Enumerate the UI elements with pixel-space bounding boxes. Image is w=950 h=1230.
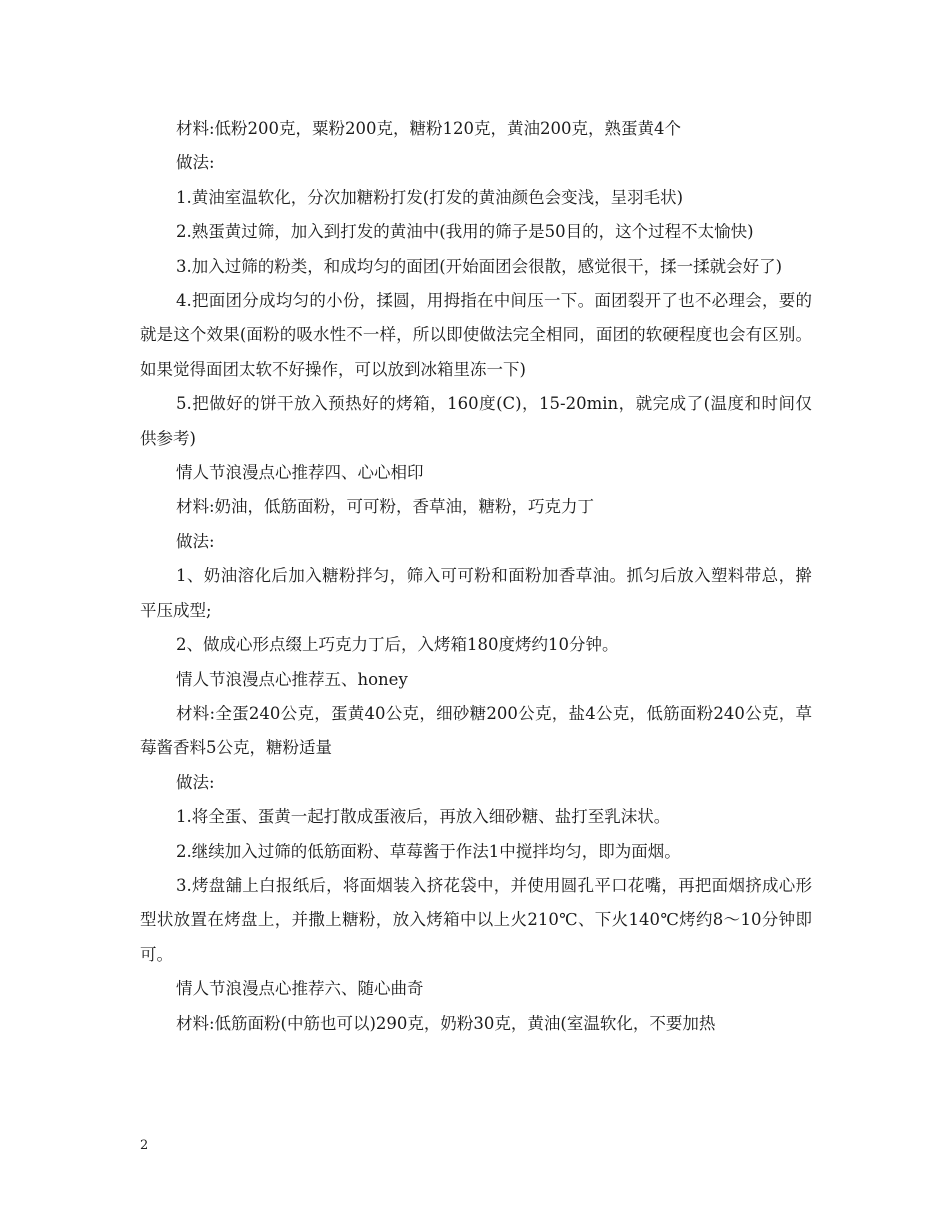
paragraph-2: 做法: — [176, 153, 215, 173]
paragraph-14: 材料:全蛋240公克，蛋黄40公克，细砂糖200公克，盐4公克，低筋面粉240公克，草莓酱香料5公克，糖粉适量 — [140, 703, 812, 758]
paragraph-9: 材料:奶油，低筋面粉，可可粉，香草油，糖粉，巧克力丁 — [176, 497, 595, 517]
page-number: 2 — [140, 1138, 149, 1153]
section-heading-6: 情人节浪漫点心推荐六、随心曲奇 — [176, 979, 424, 999]
paragraph-5: 3.加入过筛的粉类，和成均匀的面团(开始面团会很散，感觉很干，揉一揉就会好了) — [176, 256, 783, 276]
section-heading-5: 情人节浪漫点心推荐五、honey — [176, 669, 408, 689]
paragraph-11: 1、奶油溶化后加入糖粉拌匀，筛入可可粉和面粉加香草油。抓匀后放入塑料带总，擀平压成型; — [140, 566, 812, 620]
paragraph-12: 2、做成心形点缀上巧克力丁后，入烤箱180度烤约10分钟。 — [176, 635, 619, 655]
paragraph-3: 1.黄油室温软化，分次加糖粉打发(打发的黄油颜色会变浅，呈羽毛状) — [176, 187, 684, 207]
paragraph-17: 2.继续加入过筛的低筋面粉、草莓酱于作法1中搅拌均匀，即为面烟。 — [176, 841, 681, 861]
paragraph-4: 2.熟蛋黄过筛，加入到打发的黄油中(我用的筛子是50目的，这个过程不太愉快) — [176, 222, 754, 242]
section-heading-4: 情人节浪漫点心推荐四、心心相印 — [176, 463, 424, 483]
paragraph-15: 做法: — [176, 772, 215, 792]
document-body — [140, 112, 812, 1041]
paragraph-16: 1.将全蛋、蛋黄一起打散成蛋液后，再放入细砂糖、盐打至乳沫状。 — [176, 807, 671, 827]
paragraph-20: 材料:低筋面粉(中筋也可以)290克，奶粉30克，黄油(室温软化，不要加热 — [176, 1013, 716, 1033]
paragraph-6: 4.把面团分成均匀的小份，揉圆，用拇指在中间压一下。面团裂开了也不必理会，要的就是这个效果(面粉的吸水性不一样，所以即使做法完全相同，面团的软硬程度也会有区别。如果觉得面团太软不好操作，可以放到冰箱里冻一下) — [140, 291, 812, 379]
paragraph-10: 做法: — [176, 531, 215, 551]
paragraph-7: 5.把做好的饼干放入预热好的烤箱，160度(C)，15-20min，就完成了(温度和时间仅供参考) — [140, 394, 812, 448]
paragraph-1: 材料:低粉200克，粟粉200克，糖粉120克，黄油200克，熟蛋黄4个 — [176, 119, 682, 138]
paragraph-18: 3.烤盘舖上白报纸后，将面烟装入挤花袋中，并使用圆孔平口花嘴，再把面烟挤成心形型状放置在烤盘上，并撒上糖粉，放入烤箱中以上火210℃、下火140℃烤约8～10分钟即可。 — [140, 875, 812, 964]
